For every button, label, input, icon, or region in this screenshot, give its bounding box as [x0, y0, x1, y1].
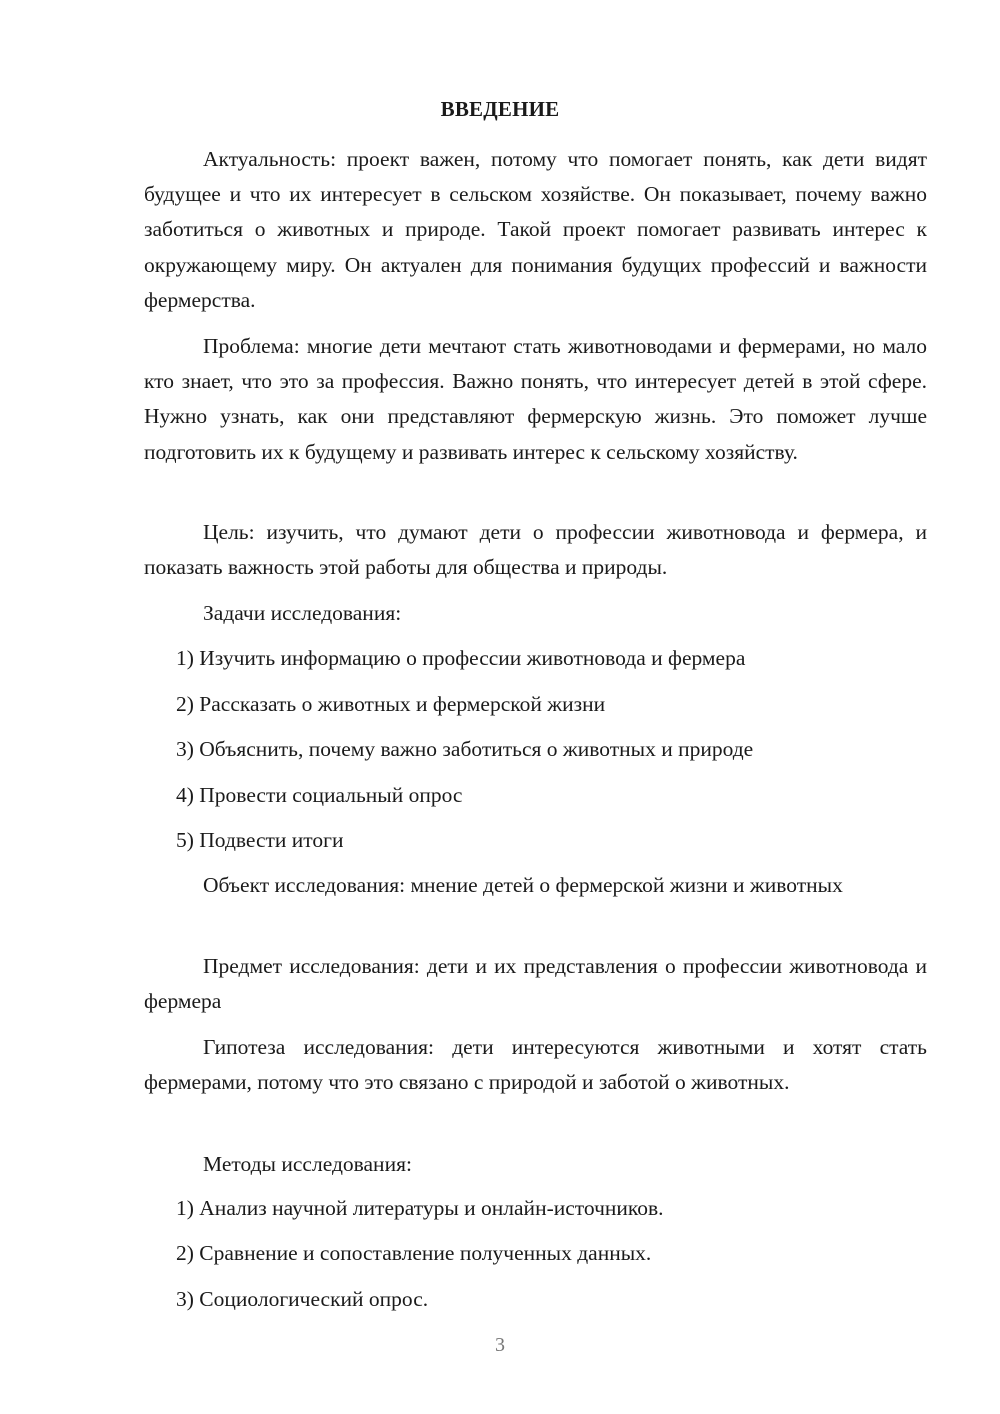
- object-paragraph: Объект исследования: мнение детей о фермерской жизни и животных: [203, 873, 843, 897]
- methods-heading: Методы исследования:: [203, 1152, 412, 1176]
- task-item: 3) Объяснить, почему важно заботиться о животных и природе: [176, 737, 754, 761]
- hypothesis-paragraph: Гипотеза исследования: дети интересуются животными и хотят стать фермерами, потому что это связано с природой и заботой о животных.: [144, 1035, 927, 1095]
- tasks-heading: Задачи исследования:: [203, 601, 402, 625]
- method-item: 3) Социологический опрос.: [176, 1287, 429, 1311]
- goal-paragraph: Цель: изучить, что думают дети о профессии животновода и фермера, и показать важность этой работы для общества и природы.: [144, 520, 927, 580]
- page-number: 3: [495, 1334, 505, 1356]
- task-item: 4) Провести социальный опрос: [176, 783, 463, 807]
- relevance-paragraph: Актуальность: проект важен, потому что помогает понять, как дети видят будущее и что их интересует в сельском хозяйстве. Он показывает, почему важно заботиться о животных и природе. Такой проект помогает развивать интерес к окружающему миру. Он актуален для понимания будущих профессий и важности фермерства.: [144, 147, 927, 312]
- task-item: 5) Подвести итоги: [176, 828, 344, 852]
- method-item: 1) Анализ научной литературы и онлайн-источников.: [176, 1196, 664, 1220]
- problem-paragraph: Проблема: многие дети мечтают стать животноводами и фермерами, но мало кто знает, что это за профессия. Важно понять, что интересует детей в этой сфере. Нужно узнать, как они представляют фермерскую жизнь. Это поможет лучше подготовить их к будущему и развивать интерес к сельскому хозяйству.: [144, 334, 927, 464]
- task-item: 1) Изучить информацию о профессии животновода и фермера: [176, 646, 746, 670]
- page-title: ВВЕДЕНИЕ: [440, 97, 560, 121]
- method-item: 2) Сравнение и сопоставление полученных данных.: [176, 1241, 652, 1265]
- task-item: 2) Рассказать о животных и фермерской жизни: [176, 692, 606, 716]
- subject-paragraph: Предмет исследования: дети и их представления о профессии животновода и фермера: [144, 954, 927, 1014]
